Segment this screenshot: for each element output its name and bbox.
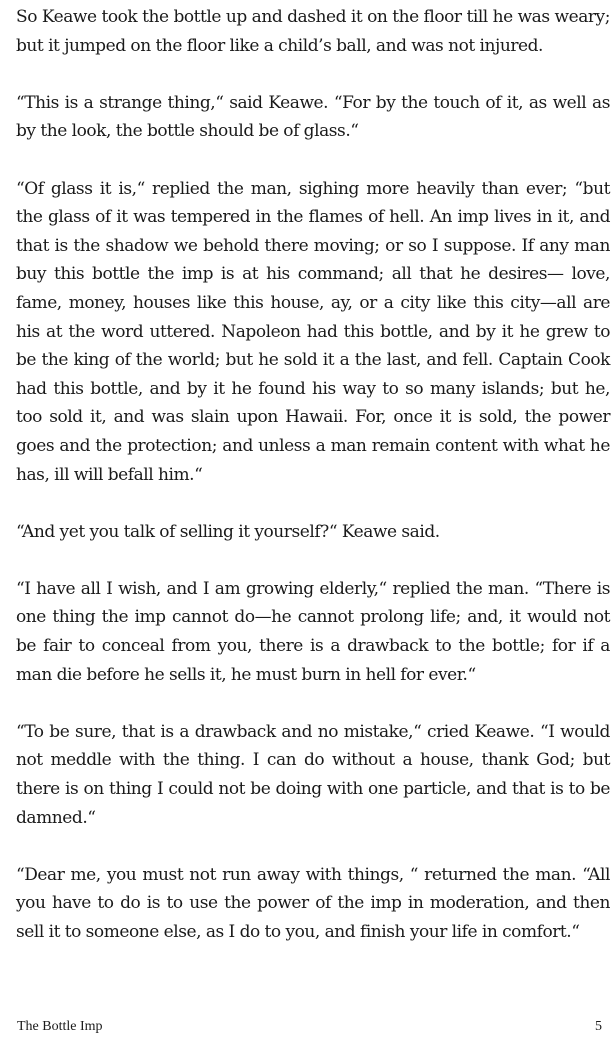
page-body: [16, 3, 610, 975]
page-footer: [17, 1015, 602, 1039]
paragraph: “This is a strange thing,“ said Keawe. “For by the touch of it, as well as by the look, the bottle should be of glass.“: [16, 92, 610, 142]
paragraph: “Of glass it is,“ replied the man, sighing more heavily than ever; “but the glass of it was tempered in the flames of hell. An imp lives in it, and that is the shadow we behold there moving; or so I suppose. If any man buy this bottle the imp is at his command; all that he desires— love, fame, money, houses like this house, ay, or a city like this city—all are his at the word uttered. Napoleon had this bottle, and by it he grew to be the king of the world; but he sold it a the last, and fell. Captain Cook had this bottle, and by it he found his way to so many islands; but he, too sold it, and was slain upon Hawaii. For, once it is sold, the power goes and the protection; and unless a man remain content with what he has, ill will befall him.“: [16, 178, 610, 485]
footer-book-title: The Bottle Imp: [17, 1019, 103, 1034]
footer-page-number: 5: [595, 1019, 602, 1034]
paragraph: “And yet you talk of selling it yourself?“ Keawe said.: [16, 521, 440, 542]
paragraph: “To be sure, that is a drawback and no mistake,“ cried Keawe. “I would not meddle with the thing. I can do without a house, thank God; but there is on thing I could not be doing with one particle, and that is to be damned.“: [16, 721, 610, 828]
paragraph: “Dear me, you must not run away with things, “ returned the man. “All you have to do is to use the power of the imp in moderation, and then sell it to someone else, as I do to you, and finish your life in comfort.“: [16, 864, 610, 942]
paragraph: “I have all I wish, and I am growing elderly,“ replied the man. “There is one thing the imp cannot do—he cannot prolong life; and, it would not be fair to conceal from you, there is a drawback to the bottle; for if a man die before he sells it, he must burn in hell for ever.“: [16, 578, 610, 685]
paragraph: So Keawe took the bottle up and dashed it on the floor till he was weary; but it jumped on the floor like a child’s ball, and was not injured.: [16, 7, 610, 56]
